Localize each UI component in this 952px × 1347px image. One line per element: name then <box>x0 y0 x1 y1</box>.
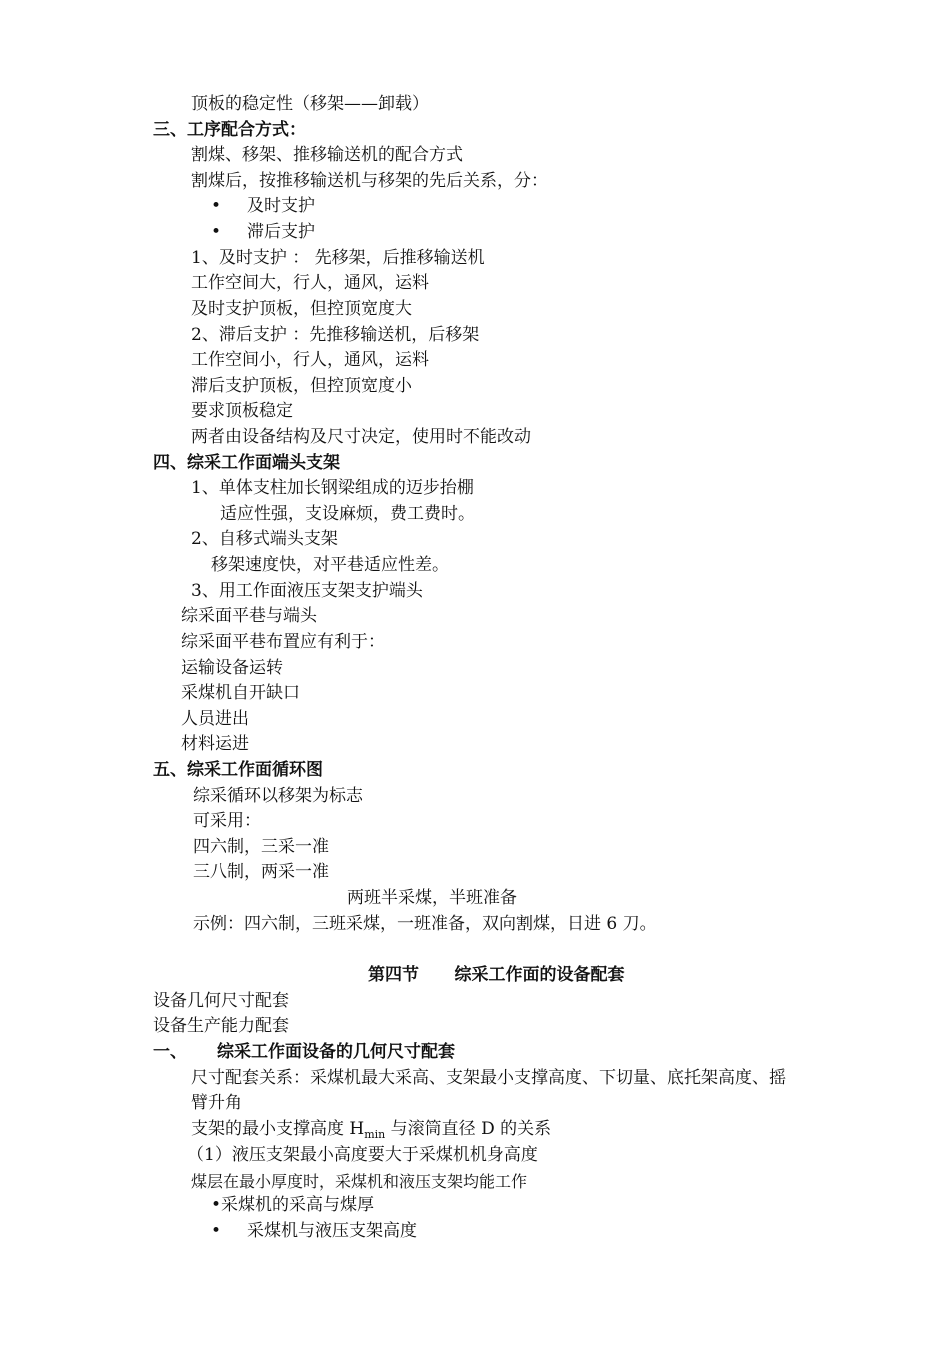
bullet-icon: • <box>211 222 222 242</box>
text-line: 材料运进 <box>181 734 249 754</box>
bullet-icon: • <box>211 1221 222 1241</box>
text-fragment: 支架的最小支撑高度 H <box>191 1119 365 1139</box>
heading-number: 一、 <box>153 1042 187 1062</box>
section-heading-5: 五、综采工作面循环图 <box>153 760 323 780</box>
text-line: 人员进出 <box>181 709 249 729</box>
text-line: 综采面平巷与端头 <box>181 606 317 626</box>
text-line: 综采循环以移架为标志 <box>193 786 363 806</box>
text-line: 3、用工作面液压支架支护端头 <box>191 581 423 601</box>
section-heading-4: 四、综采工作面端头支架 <box>153 453 340 473</box>
text-fragment: 与滚筒直径 D 的关系 <box>385 1119 552 1139</box>
text-line: 及时支护顶板，但控顶宽度大 <box>191 299 412 319</box>
subscript-min: min <box>364 1128 386 1141</box>
text-line: 四六制，三采一准 <box>193 837 329 857</box>
text-line: 三八制，两采一准 <box>193 862 329 882</box>
text-line: 示例：四六制，三班采煤，一班准备，双向割煤，日进 6 刀。 <box>193 914 657 934</box>
text-line: 移架速度快，对平巷适应性差。 <box>211 555 449 575</box>
text-line: 两者由设备结构及尺寸决定，使用时不能改动 <box>191 427 531 447</box>
text-line: 顶板的稳定性（移架——卸载） <box>191 94 429 114</box>
text-line: 割煤、移架、推移输送机的配合方式 <box>191 145 463 165</box>
list-item-text: 滞后支护 <box>247 222 315 242</box>
text-line: 设备生产能力配套 <box>153 1016 289 1036</box>
section-heading-1 <box>153 1041 455 1063</box>
list-item-text: 采煤机与液压支架高度 <box>247 1221 417 1241</box>
text-line: 尺寸配套关系：采煤机最大采高、支架最小支撑高度、下切量、底托架高度、摇 <box>191 1068 786 1088</box>
text-line: 工作空间小，行人，通风，运料 <box>191 350 429 370</box>
text-line: 适应性强，支设麻烦，费工费时。 <box>220 504 475 524</box>
text-line: 采煤机自开缺口 <box>181 683 300 703</box>
heading-text: 综采工作面设备的几何尺寸配套 <box>217 1042 455 1062</box>
list-item <box>211 1220 417 1242</box>
text-line: 割煤后，按推移输送机与移架的先后关系，分： <box>191 171 548 191</box>
text-line: 2、滞后支护 ：先推移输送机，后移架 <box>191 325 480 345</box>
bullet-icon: • <box>211 196 222 216</box>
text-line: 综采面平巷布置应有利于： <box>181 632 385 652</box>
text-line: 运输设备运转 <box>181 658 283 678</box>
text-line: 滞后支护顶板，但控顶宽度小 <box>191 376 412 396</box>
text-line: （1）液压支架最小高度要大于采煤机机身高度 <box>187 1145 538 1165</box>
text-line: 2、自移式端头支架 <box>191 529 338 549</box>
text-line: 工作空间大，行人，通风，运料 <box>191 273 429 293</box>
text-line: 1、单体支柱加长钢梁组成的迈步抬棚 <box>191 478 474 498</box>
text-line: 可采用： <box>193 811 261 831</box>
chapter-title: 第四节 综采工作面的设备配套 <box>368 965 625 985</box>
text-line: •采煤机的采高与煤厚 <box>211 1195 375 1215</box>
text-line <box>191 1118 551 1146</box>
text-line: 两班半采煤，半班准备 <box>347 888 517 908</box>
text-line: 设备几何尺寸配套 <box>153 991 289 1011</box>
list-item <box>211 221 315 243</box>
text-line: 1、及时支护 ： 先移架，后推移输送机 <box>191 248 485 268</box>
section-heading-3: 三、工序配合方式： <box>153 120 306 140</box>
list-item-text: 及时支护 <box>247 196 315 216</box>
text-line: 煤层在最小厚度时，采煤机和液压支架均能工作 <box>191 1172 528 1191</box>
list-item <box>211 195 315 217</box>
text-line: 要求顶板稳定 <box>191 401 293 421</box>
text-line: 臂升角 <box>191 1093 242 1113</box>
